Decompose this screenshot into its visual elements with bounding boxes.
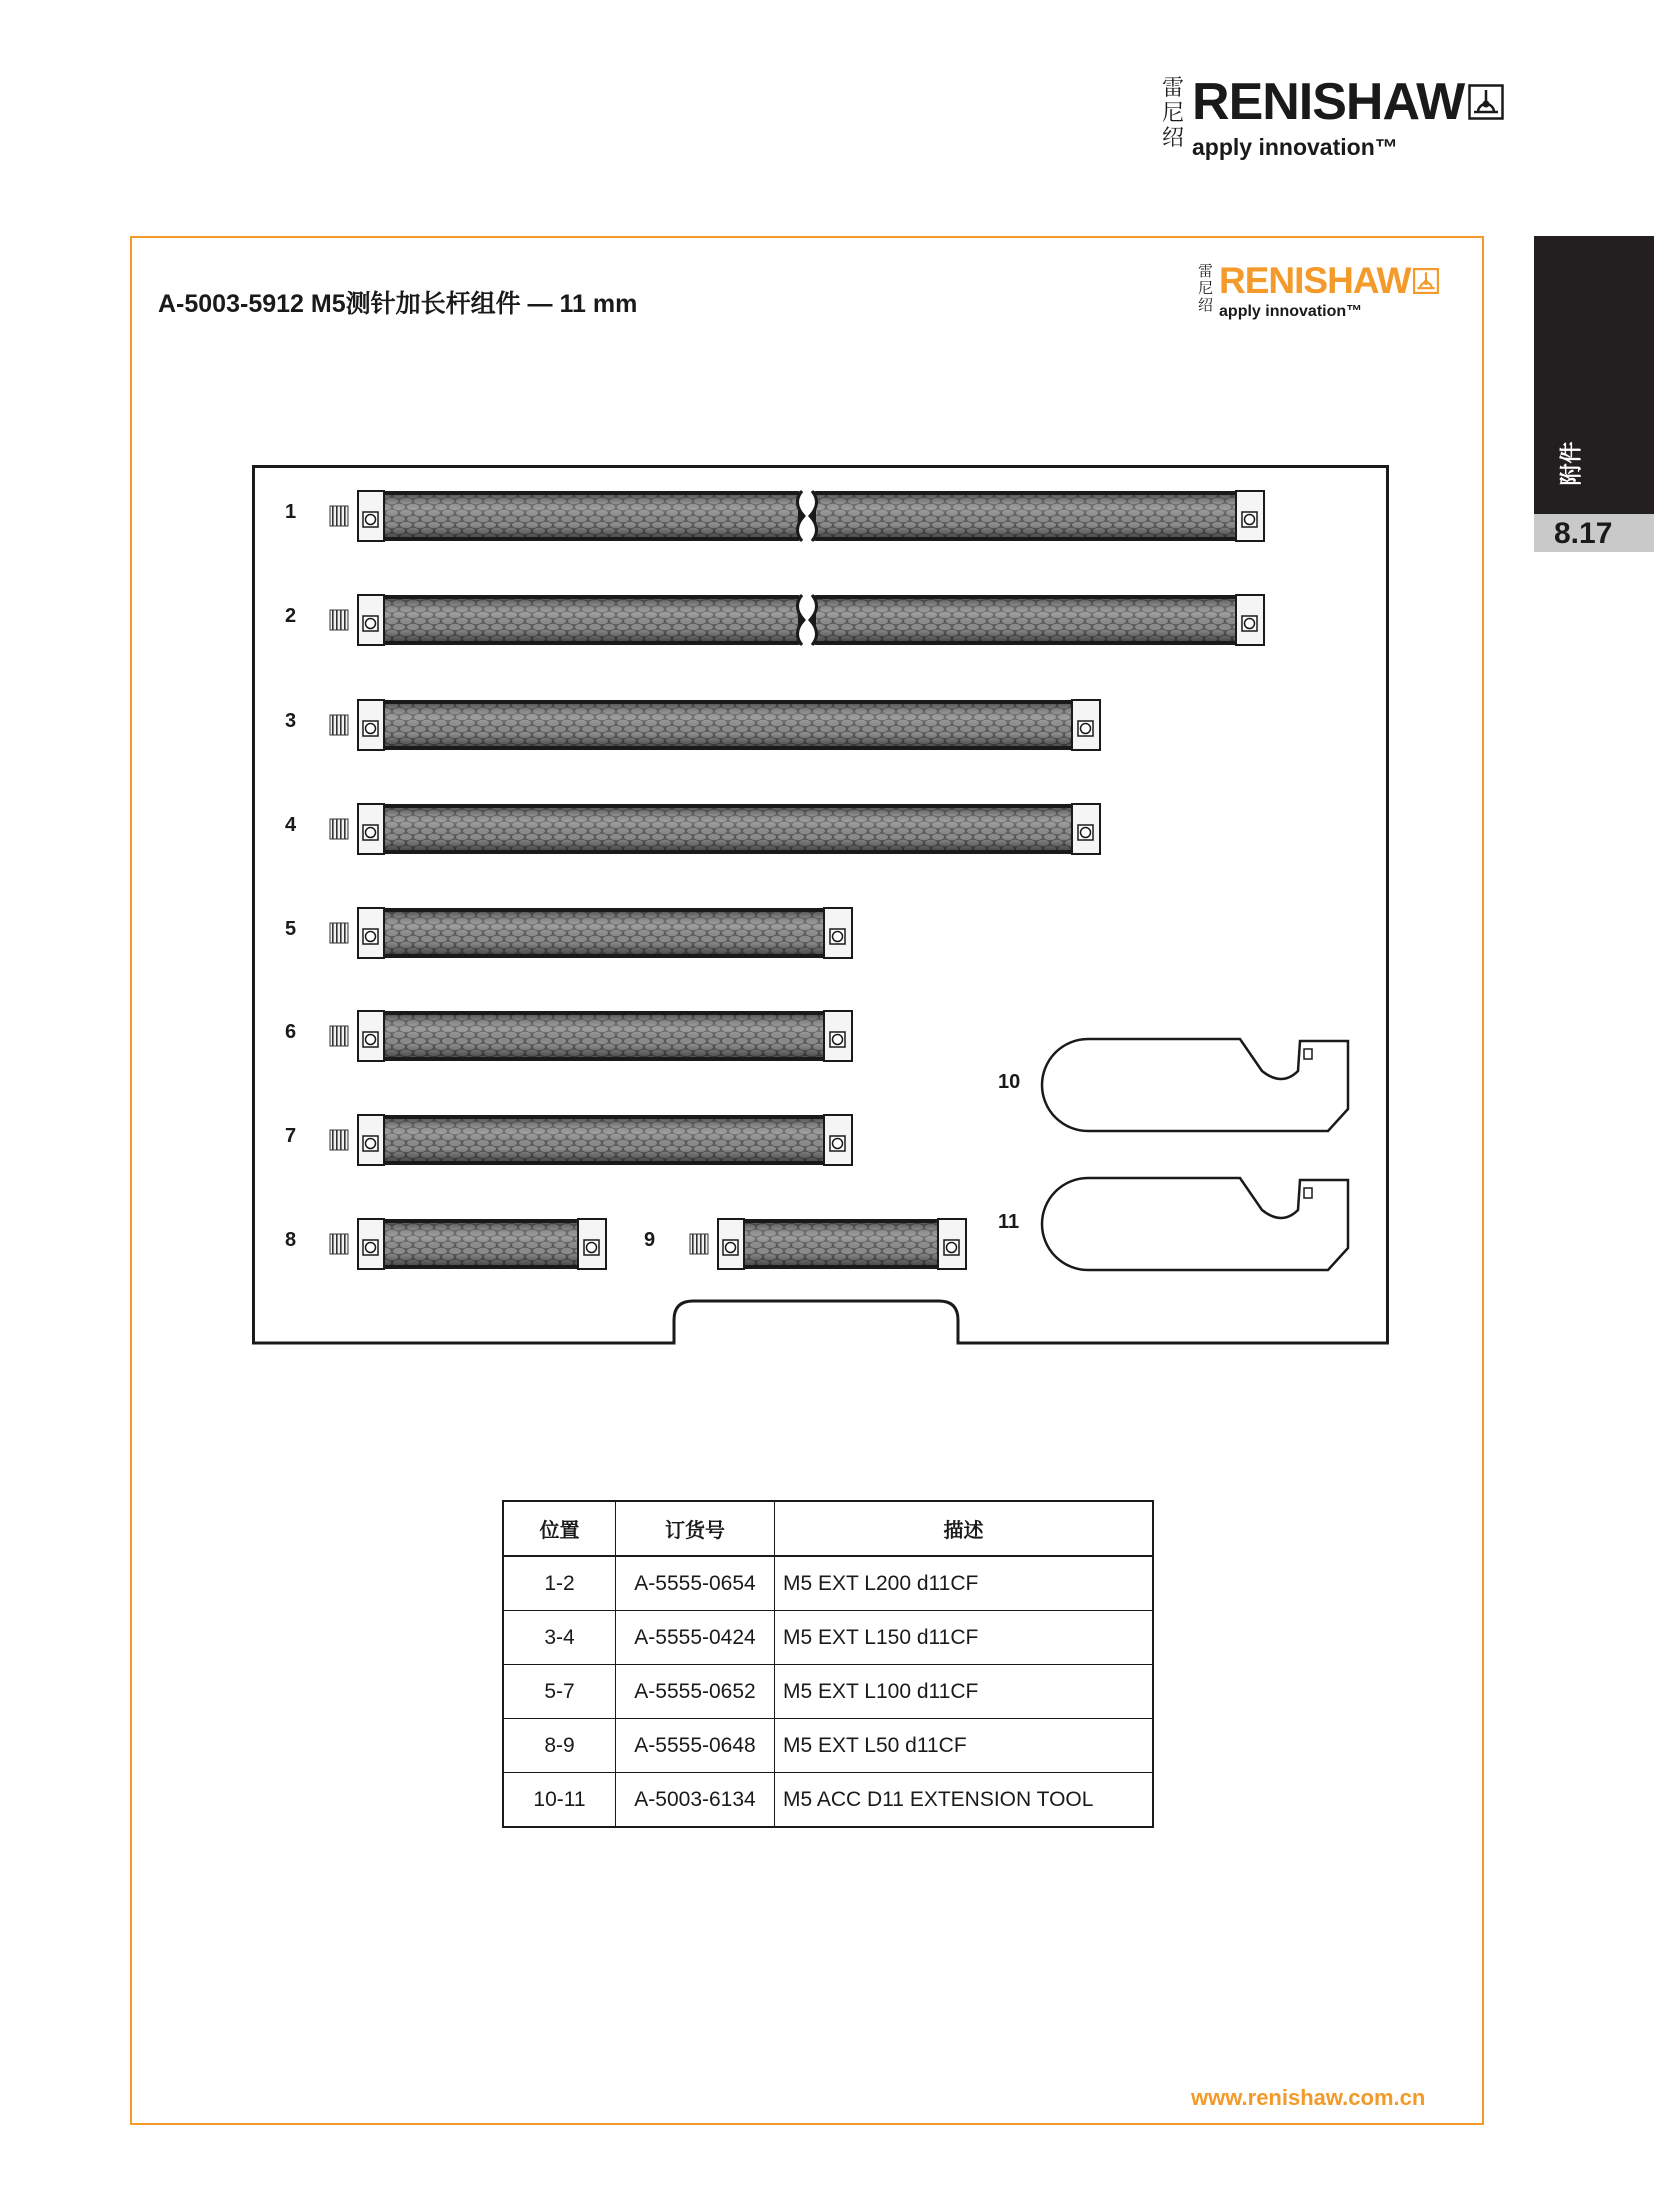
inner-logo <box>1198 262 1439 321</box>
cell-description: M5 EXT L200 d11CF <box>775 1556 1154 1611</box>
probe-symbol-icon <box>1468 84 1504 120</box>
section-tab-label: 附件 <box>1559 441 1585 486</box>
item-number-9: 9 <box>644 1229 656 1251</box>
extension-item-7 <box>330 1115 852 1165</box>
table-row <box>503 1665 1153 1719</box>
section-tab <box>1534 236 1654 552</box>
cell-part-number: A-5555-0652 <box>616 1665 775 1719</box>
cell-position: 8-9 <box>503 1719 616 1773</box>
table-row <box>503 1611 1153 1665</box>
extension-item-9 <box>690 1219 966 1269</box>
cell-description: M5 EXT L150 d11CF <box>775 1611 1154 1665</box>
item-number-5: 5 <box>285 918 297 940</box>
column-header-part-number: 订货号 <box>616 1501 775 1556</box>
cell-position: 3-4 <box>503 1611 616 1665</box>
logo-chinese-chars <box>1198 264 1213 313</box>
item-number-2: 2 <box>285 605 297 627</box>
extension-item-3 <box>330 700 1100 750</box>
cell-part-number: A-5555-0654 <box>616 1556 775 1611</box>
logo-tagline: apply innovation™ <box>1219 303 1363 320</box>
kit-case-svg <box>252 465 1390 1345</box>
logo-cn-char: 尼 <box>1198 279 1214 297</box>
page-number: 8.17 <box>1554 517 1613 550</box>
item-number-4: 4 <box>285 814 297 836</box>
table-row <box>503 1719 1153 1773</box>
item-number-8: 8 <box>285 1229 297 1251</box>
cell-position: 5-7 <box>503 1665 616 1719</box>
page-title: A-5003-5912 M5测针加长杆组件 — 11 mm <box>158 290 638 318</box>
cell-part-number: A-5003-6134 <box>616 1773 775 1828</box>
extension-item-6 <box>330 1011 852 1061</box>
logo-cn-char: 雷 <box>1198 262 1214 280</box>
extension-item-4 <box>330 804 1100 854</box>
item-number-7: 7 <box>285 1125 297 1147</box>
extension-tool-11 <box>1042 1178 1348 1270</box>
header-logo <box>1162 73 1504 161</box>
logo-brand-name: RENISHAW <box>1192 73 1465 131</box>
cell-part-number: A-5555-0648 <box>616 1719 775 1773</box>
cell-position: 1-2 <box>503 1556 616 1611</box>
parts-table <box>502 1500 1154 1828</box>
item-number-11: 11 <box>998 1211 1020 1233</box>
extension-item-5 <box>330 908 852 958</box>
item-number-6: 6 <box>285 1021 297 1043</box>
extension-item-1 <box>330 491 1264 541</box>
extension-tool-10 <box>1042 1039 1348 1131</box>
cell-description: M5 EXT L50 d11CF <box>775 1719 1154 1773</box>
kit-drawing <box>252 465 1390 1345</box>
extension-item-8 <box>330 1219 606 1269</box>
logo-cn-char: 绍 <box>1198 296 1214 314</box>
item-number-1: 1 <box>285 501 297 523</box>
table-row <box>503 1773 1153 1828</box>
extension-item-2 <box>330 595 1264 645</box>
logo-cn-char: 雷 <box>1162 76 1185 101</box>
logo-cn-char: 绍 <box>1162 126 1185 151</box>
logo-chinese-chars <box>1162 78 1184 150</box>
cell-part-number: A-5555-0424 <box>616 1611 775 1665</box>
column-header-position: 位置 <box>503 1501 616 1556</box>
cell-position: 10-11 <box>503 1773 616 1828</box>
footer-url[interactable]: www.renishaw.com.cn <box>1191 2085 1426 2110</box>
logo-tagline: apply innovation™ <box>1192 134 1398 160</box>
logo-brand-name: RENISHAW <box>1219 260 1411 301</box>
logo-cn-char: 尼 <box>1162 101 1185 126</box>
cell-description: M5 EXT L100 d11CF <box>775 1665 1154 1719</box>
table-header-row <box>503 1501 1153 1556</box>
column-header-description: 描述 <box>775 1501 1154 1556</box>
probe-symbol-icon <box>1413 268 1439 294</box>
page-number-box <box>1534 514 1654 552</box>
item-number-10: 10 <box>998 1071 1021 1093</box>
cell-description: M5 ACC D11 EXTENSION TOOL <box>775 1773 1154 1828</box>
item-number-3: 3 <box>285 710 297 732</box>
table-row <box>503 1556 1153 1611</box>
